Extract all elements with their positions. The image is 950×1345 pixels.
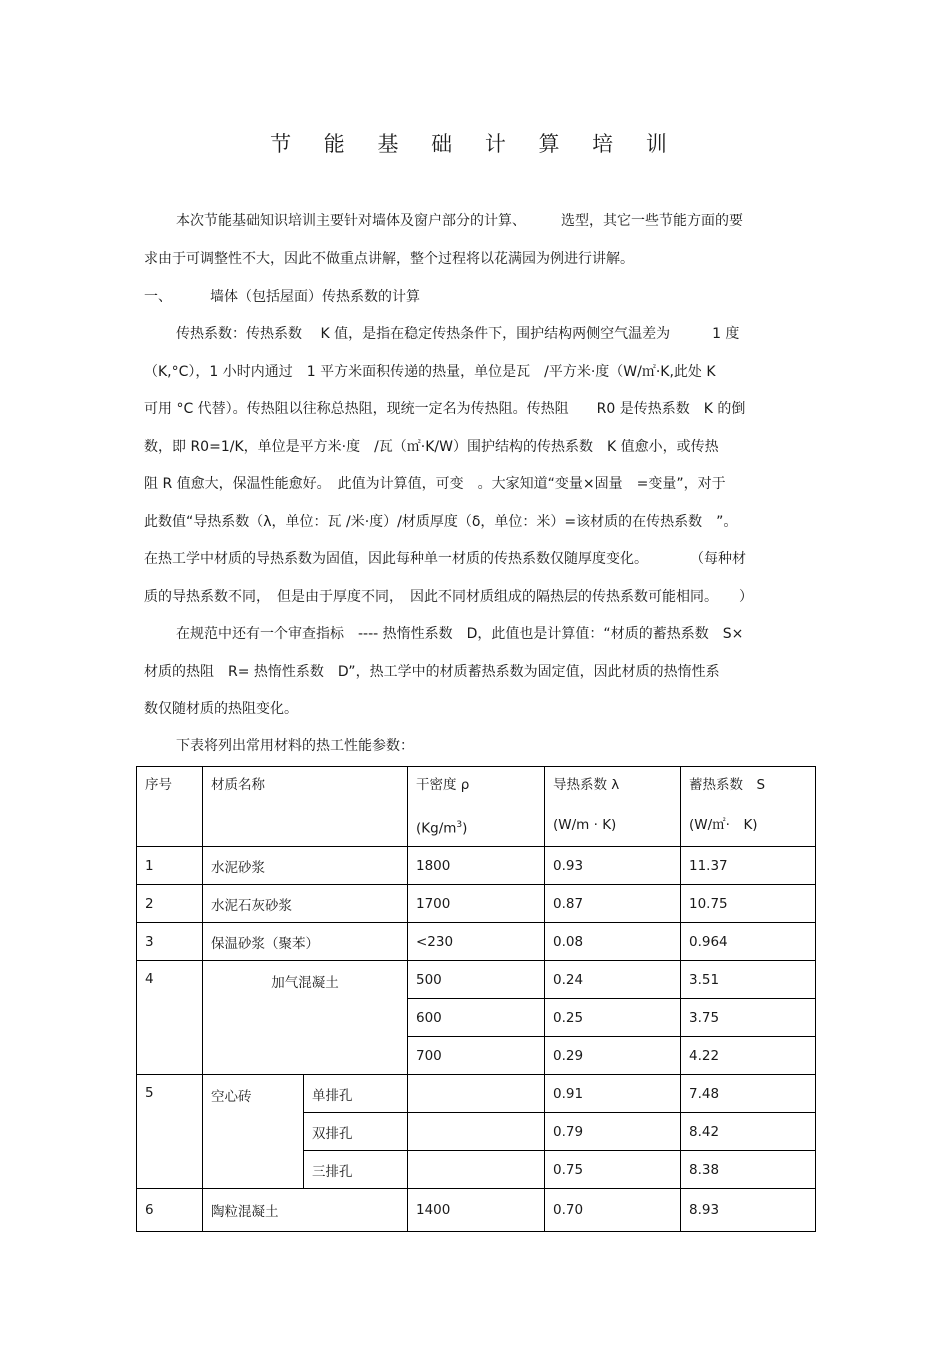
table-cell: 8.42 (681, 1113, 816, 1151)
table-cell: 3.75 (681, 999, 816, 1037)
table-row (137, 1075, 816, 1113)
table-row (137, 923, 816, 961)
table-cell: 0.79 (545, 1113, 681, 1151)
table-cell: 水泥砂浆 (203, 847, 408, 885)
table-cell: 10.75 (681, 885, 816, 923)
paragraph-line: 材质的热阻 R= 热惰性系数 D”，热工学中的材质蓄热系数为固定值，因此材质的热惰性系 (144, 663, 720, 680)
paragraph-line: 数仅随材质的热阻变化。 (144, 701, 298, 717)
table-cell: 三排孔 (304, 1151, 408, 1189)
paragraph-line: 在规范中还有一个审查指标 ---- 热惰性系数 D，此值也是计算值：“材质的蓄热系数 S× (176, 626, 744, 642)
table-intro: 下表将列出常用材料的热工性能参数： (176, 738, 414, 754)
paragraph-line: 数，即 R0=1/K，单位是平方米·度 /瓦（㎡·K/W）围护结构的传热系数 K 值愈小，或传热 (144, 438, 719, 455)
section-title: 墙体（包括屋面）传热系数的计算 (210, 289, 420, 305)
intro-line-2: 求由于可调整性不大，因此不做重点讲解，整个过程将以花满园为例进行讲解。 (144, 250, 634, 267)
table-cell: 5 (137, 1075, 203, 1189)
table-cell: 600 (408, 999, 545, 1037)
table-header-row (137, 767, 816, 847)
paragraph-line: 阻 R 值愈大，保温性能愈好。 此值为计算值，可变 。大家知道“变量×固量 =变量”，对于 (144, 476, 726, 492)
table-row (137, 1189, 816, 1232)
table-cell: 0.87 (545, 885, 681, 923)
table-cell: 3.51 (681, 961, 816, 999)
thermal-properties-table (136, 766, 816, 1232)
table-row (137, 847, 816, 885)
table-cell: 0.91 (545, 1075, 681, 1113)
table-cell: 7.48 (681, 1075, 816, 1113)
table-cell: 0.29 (545, 1037, 681, 1075)
table-cell: 双排孔 (304, 1113, 408, 1151)
table-cell (408, 1151, 545, 1189)
table-cell (408, 1075, 545, 1113)
table-cell: 0.964 (681, 923, 816, 961)
section-number: 一、 (144, 289, 172, 305)
table-cell: 保温砂浆（聚苯） (203, 923, 408, 961)
header-storage: 蓄热系数 S (W/㎡· K) (681, 767, 816, 847)
table-cell: 0.70 (545, 1189, 681, 1232)
table-cell: 陶粒混凝土 (203, 1189, 408, 1232)
table-cell: 空心砖 (203, 1075, 304, 1189)
table-cell: 0.75 (545, 1151, 681, 1189)
table-cell: 单排孔 (304, 1075, 408, 1113)
table-cell: 水泥石灰砂浆 (203, 885, 408, 923)
table-cell: 700 (408, 1037, 545, 1075)
table-cell: <230 (408, 923, 545, 961)
table-cell: 1800 (408, 847, 545, 885)
table-cell: 0.25 (545, 999, 681, 1037)
table-cell: 3 (137, 923, 203, 961)
table-cell: 1700 (408, 885, 545, 923)
paragraph-line: 在热工学中材质的导热系数为固值，因此每种单一材质的传热系数仅随厚度变化。 （每种材 (144, 551, 746, 567)
table-cell: 0.08 (545, 923, 681, 961)
paragraph-line: 可用 °C 代替）。传热阻以往称总热阻，现统一定名为传热阻。传热阻 R0 是传热系数 K 的倒 (144, 401, 746, 417)
header-density: 干密度 ρ $(Kg/m^3)$ (408, 767, 545, 847)
table-cell: 8.93 (681, 1189, 816, 1232)
table-cell: 1 (137, 847, 203, 885)
table-cell: 0.24 (545, 961, 681, 999)
paragraph-line: 质的导热系数不同， 但是由于厚度不同， 因此不同材质组成的隔热层的传热系数可能相同。 ） (144, 588, 753, 605)
intro-paragraph (144, 203, 809, 278)
table-cell: 加气混凝土 (203, 961, 408, 1075)
header-index: 序号 (137, 767, 203, 847)
header-conductivity: 导热系数 λ (W/m · K) (545, 767, 681, 847)
table-cell: 1400 (408, 1189, 545, 1232)
table-cell: 0.93 (545, 847, 681, 885)
page-title: 节 能 基 础 计 算 培 训 (270, 132, 680, 156)
heat-transfer-paragraph (144, 316, 809, 616)
header-name: 材质名称 (203, 767, 408, 847)
table-row (137, 961, 816, 999)
paragraph-line: 传热系数：传热系数 K 值，是指在稳定传热条件下，围护结构两侧空气温差为 1 度 (176, 326, 740, 342)
table-cell: 11.37 (681, 847, 816, 885)
table-cell: 6 (137, 1189, 203, 1232)
thermal-inertia-paragraph (144, 616, 809, 729)
table-cell: 500 (408, 961, 545, 999)
table-cell: 2 (137, 885, 203, 923)
intro-line-1: 本次节能基础知识培训主要针对墙体及窗户部分的计算、 选型，其它一些节能方面的要 (176, 213, 743, 229)
section-heading (144, 283, 809, 311)
paragraph-line: （K,°C），1 小时内通过 1 平方米面积传递的热量，单位是瓦 /平方米·度（W/㎡·K,此处 K (144, 363, 716, 380)
table-cell: 4 (137, 961, 203, 1075)
table-row (137, 885, 816, 923)
paragraph-line: 此数值“导热系数（λ，单位：瓦 /米·度）/材质厚度（δ，单位：米）=该材质的在传热系数 ”。 (144, 513, 738, 530)
table-cell: 8.38 (681, 1151, 816, 1189)
table-cell (408, 1113, 545, 1151)
table-cell: 4.22 (681, 1037, 816, 1075)
